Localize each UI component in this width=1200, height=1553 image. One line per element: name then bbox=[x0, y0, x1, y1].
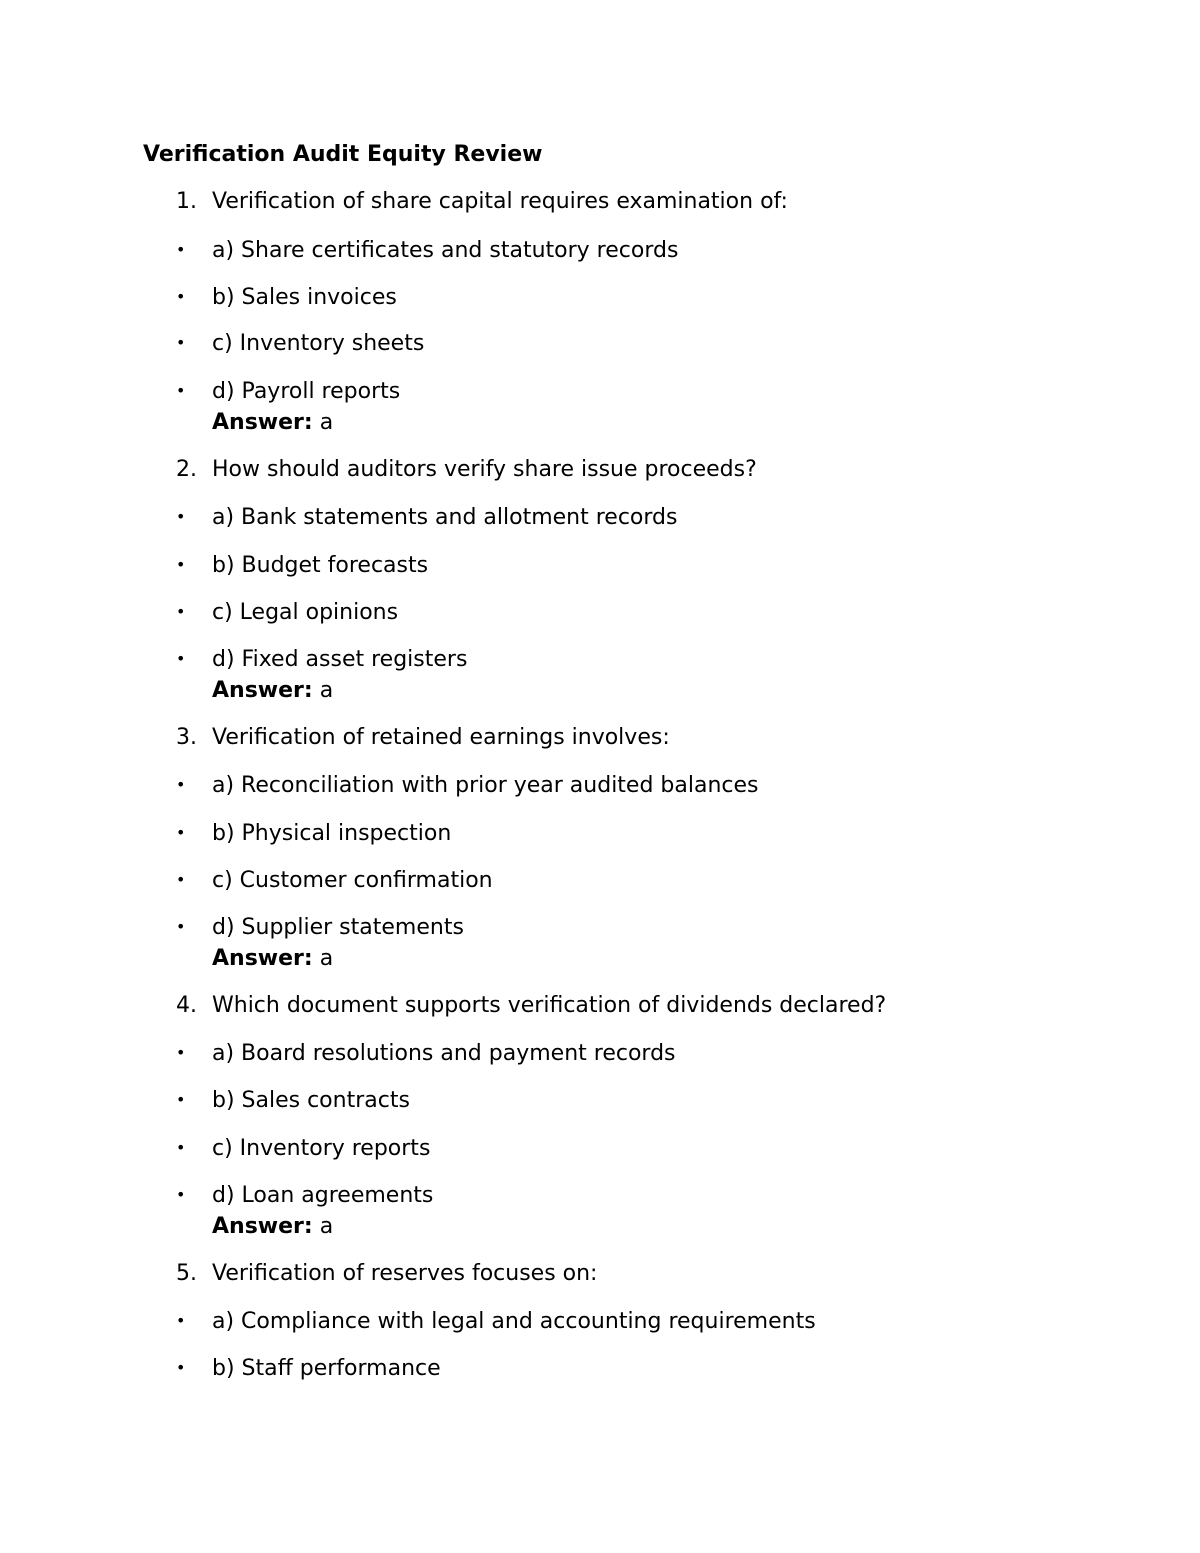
question-number: 5. bbox=[176, 1261, 197, 1286]
bullet-icon: • bbox=[176, 1185, 186, 1204]
option-text: b) Sales contracts bbox=[212, 1088, 410, 1113]
answer-4 bbox=[212, 1212, 333, 1242]
bullet-icon: • bbox=[176, 823, 186, 842]
bullet-icon: • bbox=[176, 775, 186, 794]
bullet-icon: • bbox=[176, 333, 186, 352]
option-5b bbox=[176, 1353, 441, 1384]
option-5a bbox=[176, 1306, 816, 1337]
option-3b bbox=[176, 818, 451, 849]
question-text: Verification of reserves focuses on: bbox=[212, 1261, 598, 1286]
bullet-icon: • bbox=[176, 1043, 186, 1062]
bullet-icon: • bbox=[176, 381, 186, 400]
answer-2 bbox=[212, 676, 333, 706]
question-text: How should auditors verify share issue proceeds? bbox=[212, 457, 757, 482]
option-text: a) Share certificates and statutory records bbox=[212, 238, 679, 263]
option-text: c) Legal opinions bbox=[212, 600, 399, 625]
option-text: a) Reconciliation with prior year audited balances bbox=[212, 773, 759, 798]
question-number: 1. bbox=[176, 189, 197, 214]
answer-label: Answer: bbox=[212, 946, 313, 971]
document-title: Verification Audit Equity Review bbox=[143, 142, 543, 167]
bullet-icon: • bbox=[176, 602, 186, 621]
answer-label: Answer: bbox=[212, 410, 313, 435]
option-2a bbox=[176, 502, 677, 533]
answer-label: Answer: bbox=[212, 1214, 313, 1239]
option-text: b) Staff performance bbox=[212, 1356, 441, 1381]
question-5 bbox=[176, 1259, 597, 1289]
answer-1 bbox=[212, 408, 333, 438]
option-1b bbox=[176, 282, 397, 313]
answer-value: a bbox=[319, 1214, 334, 1239]
bullet-icon: • bbox=[176, 1311, 186, 1330]
option-1c bbox=[176, 328, 424, 359]
question-number: 4. bbox=[176, 993, 197, 1018]
question-text: Verification of share capital requires examination of: bbox=[212, 189, 788, 214]
option-4c bbox=[176, 1133, 430, 1164]
option-1a bbox=[176, 235, 678, 266]
option-2c bbox=[176, 597, 398, 628]
bullet-icon: • bbox=[176, 870, 186, 889]
answer-value: a bbox=[319, 946, 334, 971]
option-3a bbox=[176, 770, 759, 801]
bullet-icon: • bbox=[176, 555, 186, 574]
answer-label: Answer: bbox=[212, 678, 313, 703]
option-text: b) Budget forecasts bbox=[212, 553, 429, 578]
option-text: a) Bank statements and allotment records bbox=[212, 505, 678, 530]
question-3 bbox=[176, 723, 670, 753]
option-2b bbox=[176, 550, 428, 581]
question-1 bbox=[176, 187, 788, 217]
option-text: b) Sales invoices bbox=[212, 285, 397, 310]
answer-value: a bbox=[319, 678, 334, 703]
bullet-icon: • bbox=[176, 287, 186, 306]
answer-value: a bbox=[319, 410, 334, 435]
option-text: d) Fixed asset registers bbox=[212, 647, 468, 672]
option-text: a) Board resolutions and payment records bbox=[212, 1041, 676, 1066]
bullet-icon: • bbox=[176, 1358, 186, 1377]
question-number: 2. bbox=[176, 457, 197, 482]
option-2d bbox=[176, 644, 467, 675]
option-4a bbox=[176, 1038, 676, 1069]
option-4b bbox=[176, 1085, 410, 1116]
bullet-icon: • bbox=[176, 240, 186, 259]
option-text: d) Payroll reports bbox=[212, 379, 401, 404]
option-text: d) Loan agreements bbox=[212, 1183, 434, 1208]
option-4d bbox=[176, 1180, 433, 1211]
option-1d bbox=[176, 376, 400, 407]
option-text: a) Compliance with legal and accounting requirements bbox=[212, 1309, 816, 1334]
question-4 bbox=[176, 991, 886, 1021]
question-2 bbox=[176, 455, 757, 485]
option-3d bbox=[176, 912, 464, 943]
option-3c bbox=[176, 865, 493, 896]
bullet-icon: • bbox=[176, 649, 186, 668]
bullet-icon: • bbox=[176, 507, 186, 526]
question-number: 3. bbox=[176, 725, 197, 750]
bullet-icon: • bbox=[176, 1138, 186, 1157]
option-text: c) Inventory reports bbox=[212, 1136, 431, 1161]
option-text: c) Customer confirmation bbox=[212, 868, 493, 893]
option-text: b) Physical inspection bbox=[212, 821, 452, 846]
bullet-icon: • bbox=[176, 1090, 186, 1109]
answer-3 bbox=[212, 944, 333, 974]
question-text: Verification of retained earnings involves: bbox=[212, 725, 670, 750]
option-text: c) Inventory sheets bbox=[212, 331, 425, 356]
bullet-icon: • bbox=[176, 917, 186, 936]
option-text: d) Supplier statements bbox=[212, 915, 464, 940]
question-text: Which document supports verification of dividends declared? bbox=[212, 993, 887, 1018]
